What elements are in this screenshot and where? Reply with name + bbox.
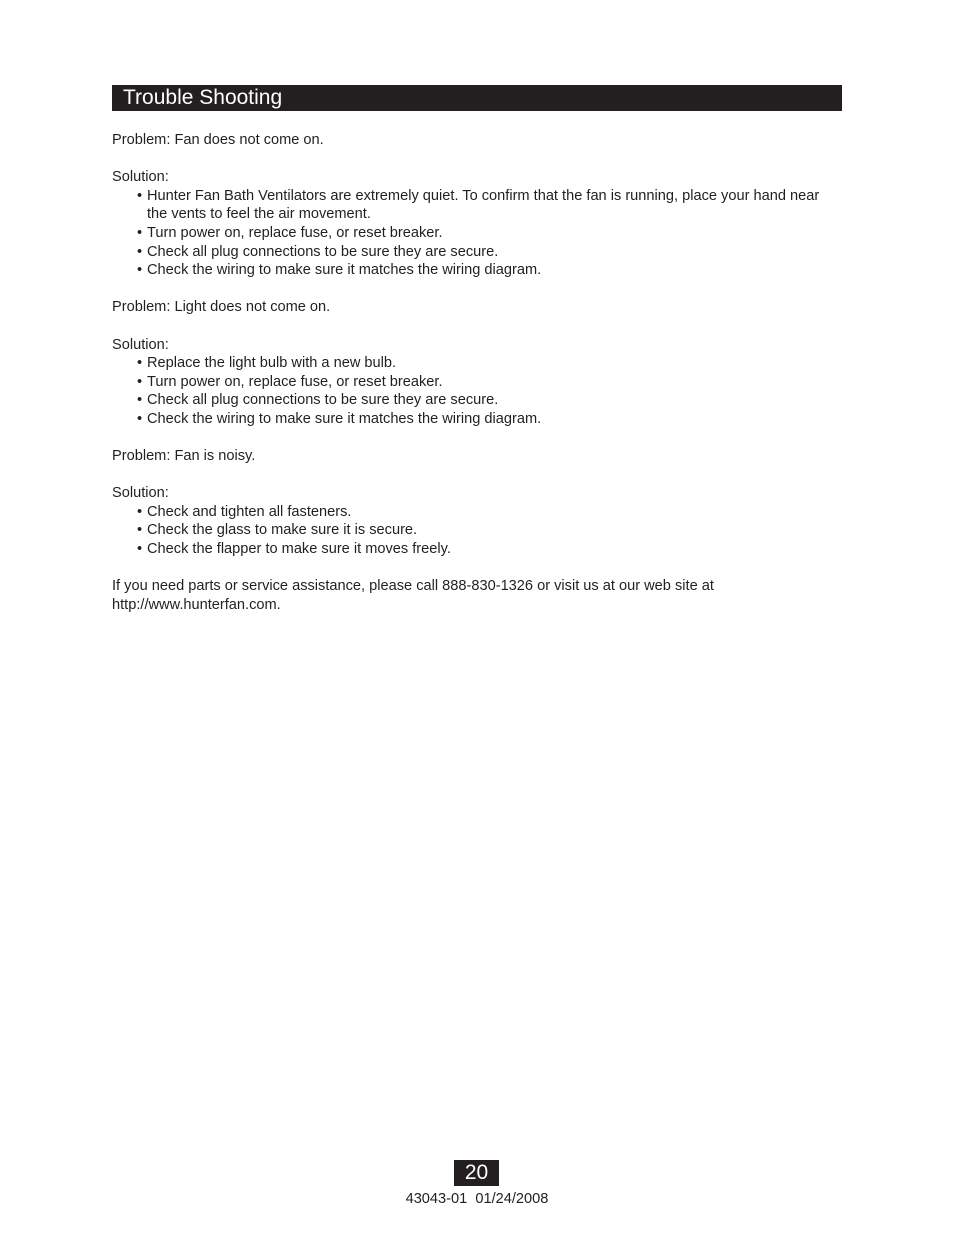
solution-item: • Check all plug connections to be sure they are secure. bbox=[137, 243, 842, 262]
contact-info: If you need parts or service assistance, please call 888-830-1326 or visit us at our web site at http://www.hunterfan.com. bbox=[112, 578, 714, 613]
solution-list bbox=[112, 503, 842, 559]
solution-item: • Hunter Fan Bath Ventilators are extremely quiet. To confirm that the fan is running, place your hand near the vents to feel the air movement. bbox=[137, 187, 842, 224]
solution-list bbox=[112, 354, 842, 428]
solution-item: • Check the wiring to make sure it matches the wiring diagram. bbox=[137, 261, 842, 280]
document-code: 43043-01 01/24/2008 bbox=[405, 1191, 549, 1207]
section-header-bar bbox=[112, 85, 842, 111]
solution-item: • Replace the light bulb with a new bulb. bbox=[137, 354, 842, 373]
problem-statement: Problem: Light does not come on. bbox=[112, 299, 331, 316]
solution-label: Solution: bbox=[112, 485, 169, 502]
section-title: Trouble Shooting bbox=[123, 86, 283, 109]
problem-statement: Problem: Fan is noisy. bbox=[112, 448, 256, 465]
solution-label: Solution: bbox=[112, 336, 169, 353]
solution-label: Solution: bbox=[112, 169, 169, 186]
problem-statement: Problem: Fan does not come on. bbox=[112, 132, 324, 148]
page-number: 20 bbox=[454, 1160, 499, 1186]
solution-item: • Check all plug connections to be sure they are secure. bbox=[137, 391, 842, 410]
solution-item: • Check the wiring to make sure it matches the wiring diagram. bbox=[137, 410, 842, 429]
troubleshooting-content bbox=[112, 131, 842, 614]
solution-item: • Check the glass to make sure it is secure. bbox=[137, 521, 842, 540]
solution-item: • Check the flapper to make sure it moves freely. bbox=[137, 540, 842, 559]
solution-item: • Turn power on, replace fuse, or reset breaker. bbox=[137, 224, 842, 243]
solution-list bbox=[112, 187, 842, 280]
solution-item: • Turn power on, replace fuse, or reset breaker. bbox=[137, 373, 842, 392]
solution-item: • Check and tighten all fasteners. bbox=[137, 503, 842, 522]
